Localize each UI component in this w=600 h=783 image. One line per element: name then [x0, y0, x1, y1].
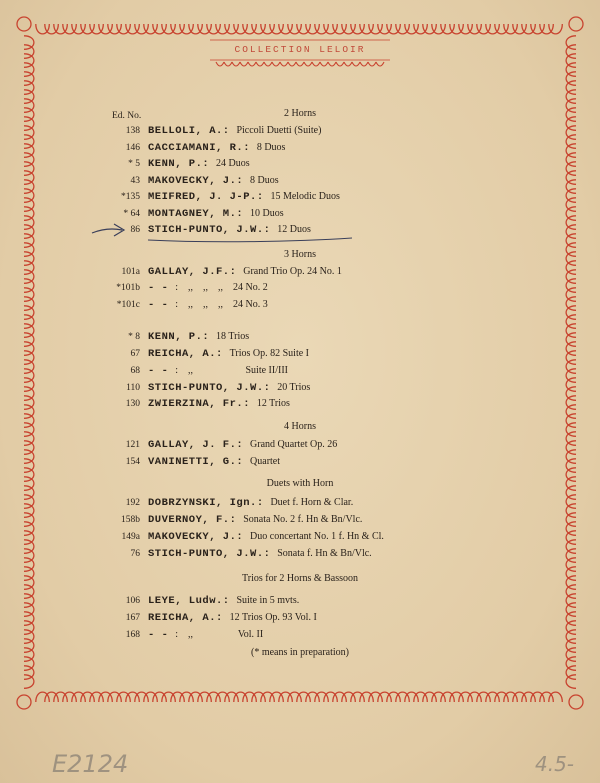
section-heading-duets-with-horn: Duets with Horn — [266, 478, 334, 489]
ed-no-header: Ed. No. — [112, 111, 142, 121]
collection-header: COLLECTION LELOIR — [234, 44, 366, 55]
section-heading-trios-horns-bassoon: Trios for 2 Horns & Bassoon — [241, 573, 359, 584]
section-heading-2-horns: 2 Horns — [284, 108, 316, 119]
pencil-catalog-number: E2124 — [52, 750, 129, 778]
section-heading-3-horns: 3 Horns — [284, 249, 316, 260]
section-heading-4-horns: 4 Horns — [284, 421, 316, 432]
preparation-note: (* means in preparation) — [250, 647, 350, 658]
pencil-price: 4.5- — [535, 752, 575, 776]
